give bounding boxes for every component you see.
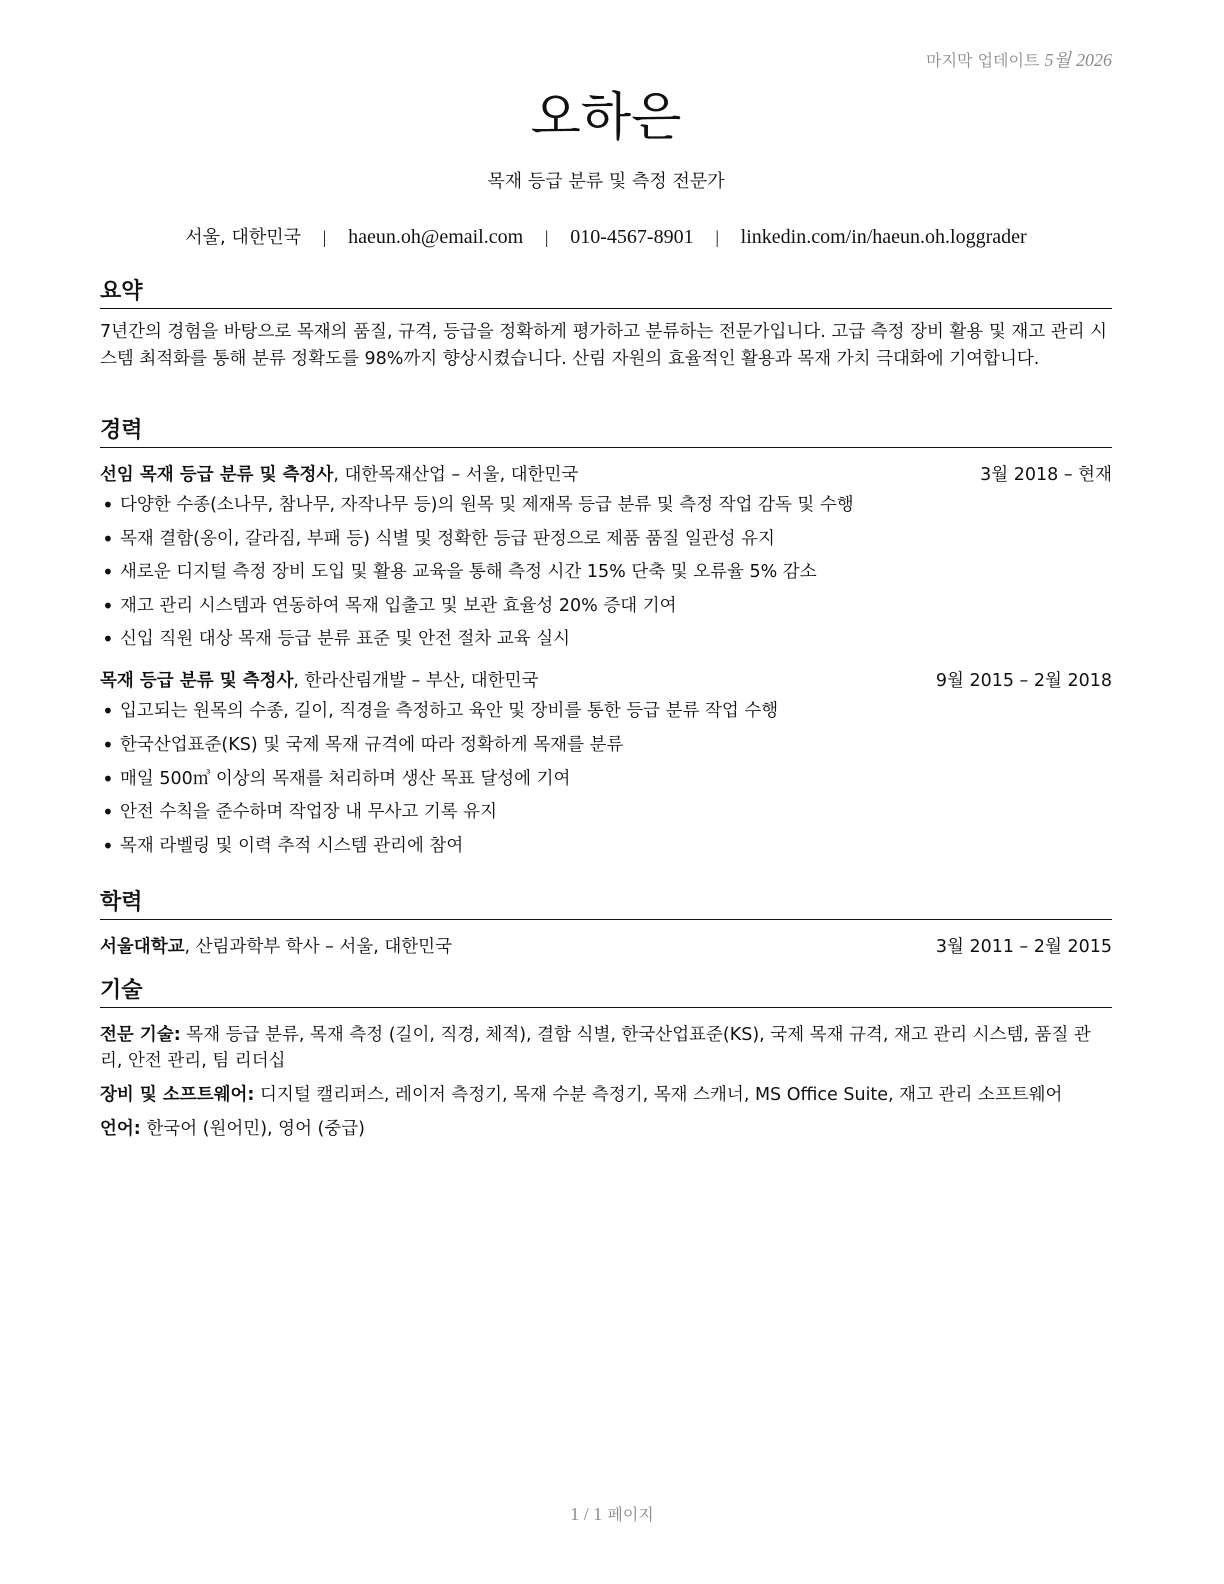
candidate-name: 오하은 [530, 88, 682, 148]
education-heading: 학력 [100, 889, 1112, 920]
skill-label: 장비 및 소프트웨어: [100, 1085, 255, 1105]
contact-location: 서울, 대한민국 [185, 227, 302, 248]
list-item: • 새로운 디지털 측정 장비 도입 및 활용 교육을 통해 측정 시간 15% 단축 및 오류율 5% 감소 [100, 559, 1112, 585]
list-item: • 신입 직원 대상 목재 등급 분류 표준 및 안전 절차 교육 실시 [100, 626, 1112, 652]
contact-line [100, 224, 1112, 251]
skill-row [100, 1116, 1112, 1142]
summary-section [100, 278, 1112, 372]
education-section [100, 889, 1112, 960]
contact-separator: | [544, 227, 549, 247]
page-suffix: 페이지 [607, 1505, 654, 1524]
contact-phone: 010-4567-8901 [570, 226, 694, 248]
skill-label: 전문 기술: [100, 1025, 181, 1045]
education-school: 서울대학교 [100, 937, 185, 957]
job-company-comma: , [293, 671, 305, 692]
contact-linkedin[interactable]: linkedin.com/in/haeun.oh.loggrader [740, 226, 1027, 248]
job-company: 대한목재산업 – 서울, 대한민국 [344, 465, 579, 485]
job-dates: 3월 2018 – 현재 [980, 465, 1112, 485]
education-entry [100, 934, 1112, 960]
last-updated-month: 5월 [1044, 50, 1071, 70]
skill-row [100, 1022, 1112, 1074]
contact-separator: | [322, 227, 327, 247]
skill-value: 목재 등급 분류, 목재 측정 (길이, 직경, 체적), 결함 식별, 한국산업표준(KS), 국제 목재 규격, 재고 관리 시스템, 품질 관리, 안전 관리, 팀 리더십 [100, 1025, 1091, 1071]
last-updated-year: 2026 [1076, 50, 1112, 70]
job-header [100, 668, 1112, 694]
resume-page [100, 0, 1112, 1584]
candidate-title: 목재 등급 분류 및 측정 전문가 [487, 171, 725, 192]
list-item: • 입고되는 원목의 수종, 길이, 직경을 측정하고 육안 및 장비를 통한 등급 분류 작업 수행 [100, 698, 1112, 724]
summary-heading: 요약 [100, 278, 1112, 309]
skills-section [100, 977, 1112, 1142]
job-company: 한라산림개발 – 부산, 대한민국 [304, 671, 539, 692]
skills-heading: 기술 [100, 977, 1112, 1008]
job-header [100, 462, 1112, 488]
job-bullets [100, 492, 1112, 652]
list-item: • 다양한 수종(소나무, 참나무, 자작나무 등)의 원목 및 제재목 등급 분류 및 측정 작업 감독 및 수행 [100, 492, 1112, 518]
summary-text: 7년간의 경험을 바탕으로 목재의 품질, 규격, 등급을 정확하게 평가하고 분류하는 전문가입니다. 고급 측정 장비 활용 및 재고 관리 시스템 최적화를 통해 분류 정확도를 98%까지 향상시켰습니다. 산림 자원의 효율적인 활용과 목재 가치 극대화에 기여합니다. [100, 322, 1108, 369]
page-number: 1 / 1 [570, 1504, 603, 1524]
list-item: • 매일 500㎥ 이상의 목재를 처리하며 생산 목표 달성에 기여 [100, 766, 1112, 792]
skill-value: 한국어 (원어민), 영어 (중급) [146, 1119, 366, 1139]
contact-separator: | [715, 227, 719, 247]
job-bullets [100, 698, 1112, 858]
job-role: 목재 등급 분류 및 측정사 [100, 671, 294, 692]
education-detail: , 산림과학부 학사 – 서울, 대한민국 [184, 937, 452, 957]
list-item: • 안전 수칙을 준수하며 작업장 내 무사고 기록 유지 [100, 799, 1112, 825]
education-dates: 3월 2011 – 2월 2015 [935, 937, 1112, 957]
page-footer [0, 1502, 1224, 1525]
skill-value: 디지털 캘리퍼스, 레이저 측정기, 목재 수분 측정기, 목재 스캐너, MS Office Suite, 재고 관리 소프트웨어 [260, 1085, 1063, 1105]
last-updated [926, 46, 1112, 72]
skill-row [100, 1082, 1112, 1108]
skill-label: 언어: [100, 1119, 141, 1139]
experience-section [100, 417, 1112, 866]
experience-heading: 경력 [100, 417, 1112, 448]
job-company-comma: , [333, 465, 345, 485]
last-updated-label: 마지막 업데이트 [926, 51, 1040, 70]
list-item: • 재고 관리 시스템과 연동하여 목재 입출고 및 보관 효율성 20% 증대 기여 [100, 593, 1112, 619]
contact-email[interactable]: haeun.oh@email.com [348, 226, 524, 248]
job-role: 선임 목재 등급 분류 및 측정사 [100, 465, 334, 485]
list-item: • 한국산업표준(KS) 및 국제 목재 규격에 따라 정확하게 목재를 분류 [100, 732, 1112, 758]
list-item: • 목재 결함(옹이, 갈라짐, 부패 등) 식별 및 정확한 등급 판정으로 제품 품질 일관성 유지 [100, 526, 1112, 552]
job-dates: 9월 2015 – 2월 2018 [935, 671, 1112, 692]
list-item: • 목재 라벨링 및 이력 추적 시스템 관리에 참여 [100, 833, 1112, 859]
